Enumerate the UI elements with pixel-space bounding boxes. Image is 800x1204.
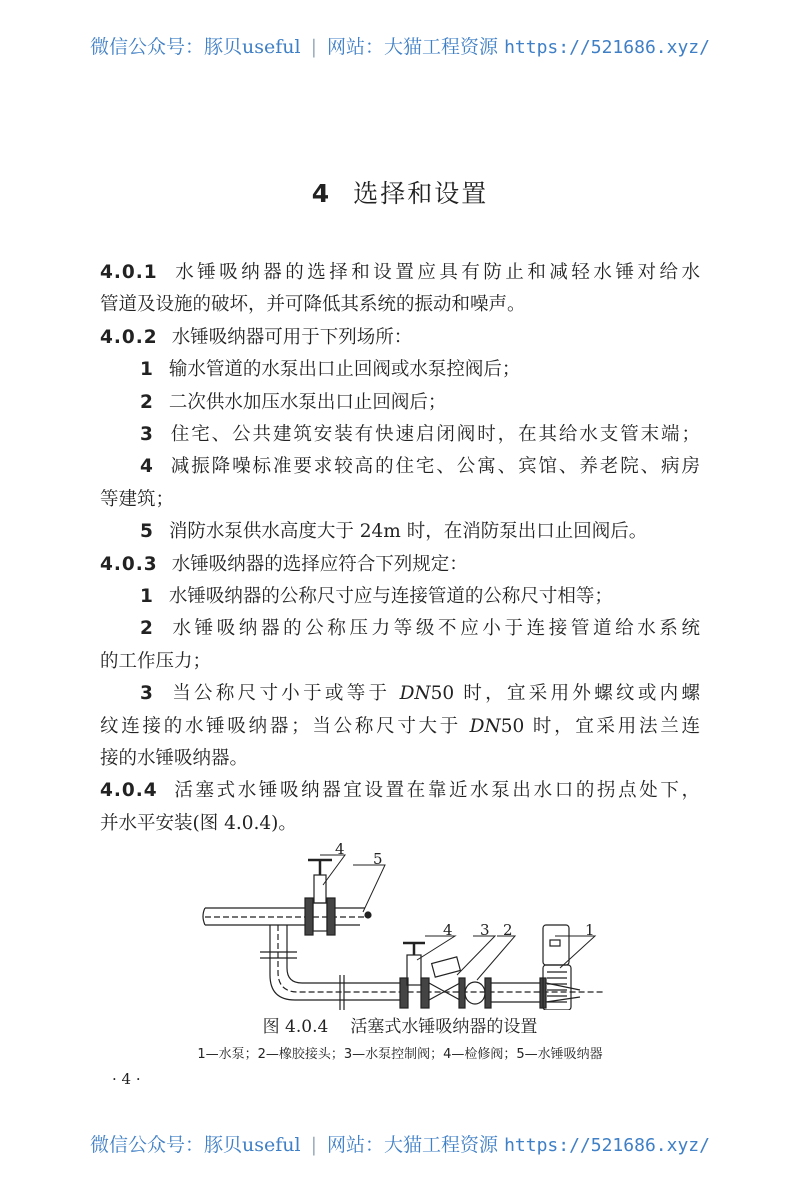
list-item-line: [140, 679, 700, 709]
line-text: 接的水锤吸纳器。: [100, 748, 249, 769]
text-line: [100, 290, 700, 320]
line-text: 等建筑；: [100, 488, 175, 510]
item-number: 1: [140, 359, 153, 381]
line-text: 管道及设施的破坏，并可降低其系统的振动和噪声。: [100, 294, 526, 316]
chapter-title: [0, 174, 800, 210]
figure-number: 图 4.0.4: [262, 1017, 329, 1037]
item-number: 3: [140, 683, 153, 705]
callout-5: 5: [373, 850, 383, 868]
line-text: 50 时，宜采用法兰连: [500, 715, 701, 737]
watermark-bottom: [0, 1130, 800, 1157]
wechat-label: 微信公众号：豚贝useful: [90, 1134, 301, 1156]
separator: |: [310, 1134, 317, 1156]
watermark-top: [0, 32, 800, 59]
item-number: 3: [140, 424, 153, 445]
list-item-line: [140, 582, 700, 612]
line-text: 的工作压力；: [100, 650, 212, 672]
site-url[interactable]: https://521686.xyz/: [504, 1135, 710, 1156]
list-item-line: [140, 355, 700, 385]
line-text: DN: [469, 715, 501, 737]
water-hammer-arrester: [365, 912, 371, 918]
text-line: [100, 485, 700, 515]
figure-caption-text: 活塞式水锤吸纳器的设置: [350, 1017, 538, 1037]
line-text: 并水平安装(图 4.0.4)。: [100, 812, 297, 834]
callout-1: 1: [585, 921, 595, 939]
figure-legend: 1—水泵；2—橡胶接头；3—水泵控制阀；4—检修阀；5—水锤吸纳器: [197, 1047, 603, 1062]
figure-diagram: [195, 840, 605, 1010]
text-line: [100, 744, 700, 774]
chapter-title-text: 选择和设置: [353, 179, 489, 208]
lower-valves: [400, 943, 580, 1008]
separator: |: [310, 36, 317, 58]
figure-caption: [0, 1012, 800, 1037]
clause-line: [100, 258, 700, 288]
item-number: 1: [140, 586, 153, 607]
line-text: 住宅、公共建筑安装有快速启闭阀时，在其给水支管末端；: [168, 424, 700, 445]
line-text: 水锤吸纳器的公称尺寸应与连接管道的公称尺寸相等；: [168, 586, 613, 607]
callout-2: 2: [503, 921, 513, 939]
list-item-line: [140, 614, 700, 644]
line-text: DN: [399, 683, 431, 705]
text-line: [100, 809, 700, 839]
wechat-label: 微信公众号：豚贝useful: [90, 36, 301, 58]
page-number: · 4 ·: [112, 1070, 141, 1088]
site-label: 网站：大猫工程资源: [327, 1134, 499, 1156]
upper-gate-valve: [305, 860, 335, 935]
clause-number: 4.0.1: [100, 262, 158, 283]
callout-3: 3: [480, 921, 490, 939]
chapter-number: 4: [311, 179, 332, 208]
line-text: 当公称尺寸小于或等于: [168, 683, 400, 705]
clause-number: 4.0.2: [100, 326, 158, 348]
callout-4-upper: 4: [335, 840, 345, 858]
line-text: 活塞式水锤吸纳器宜设置在靠近水泵出水口的拐点处下，: [171, 780, 700, 802]
text-line: [100, 647, 700, 677]
upper-pipe: [203, 908, 365, 925]
clause-number: 4.0.3: [100, 553, 158, 575]
line-text: 减振降噪标准要求较高的住宅、公寓、宾馆、养老院、病房: [168, 456, 700, 478]
line-text: 消防水泵供水高度大于 24m 时，在消防泵出口止回阀后。: [168, 521, 648, 543]
item-number: 5: [140, 521, 153, 543]
item-number: 2: [140, 391, 153, 413]
line-text: 二次供水加压水泵出口止回阀后；: [168, 391, 447, 413]
callout-4-lower: 4: [443, 921, 453, 939]
site-label: 网站：大猫工程资源: [327, 36, 499, 58]
item-number: 4: [140, 456, 153, 478]
clause-line: [100, 776, 700, 806]
list-item-line: [140, 517, 700, 547]
pump: [543, 925, 571, 1010]
line-text: 水锤吸纳器的选择和设置应具有防止和减轻水锤对给水: [171, 262, 700, 283]
line-text: 水锤吸纳器可用于下列场所：: [171, 326, 413, 348]
line-text: 纹连接的水锤吸纳器；当公称尺寸大于: [100, 715, 470, 737]
clause-line: [100, 323, 700, 353]
line-text: 输水管道的水泵出口止回阀或水泵控阀后；: [168, 359, 521, 381]
item-number: 2: [140, 618, 153, 640]
line-text: 水锤吸纳器的公称压力等级不应小于连接管道给水系统: [168, 618, 700, 640]
line-text: 水锤吸纳器的选择应符合下列规定：: [171, 553, 468, 575]
line-text: 50 时，宜采用外螺纹或内螺: [430, 683, 700, 705]
site-url[interactable]: https://521686.xyz/: [504, 37, 710, 58]
list-item-line: [140, 420, 700, 450]
clause-line: [100, 550, 700, 580]
clause-number: 4.0.4: [100, 780, 158, 802]
text-line: [100, 712, 700, 742]
list-item-line: [140, 452, 700, 482]
list-item-line: [140, 388, 700, 418]
